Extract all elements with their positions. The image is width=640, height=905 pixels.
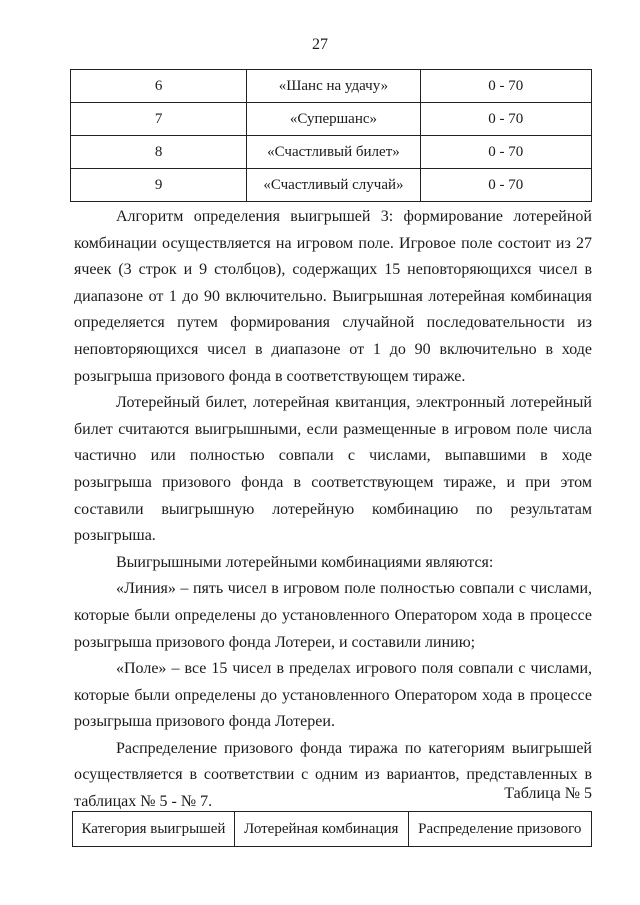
table-caption: Таблица № 5 bbox=[504, 785, 592, 802]
range-cell: 0 - 70 bbox=[420, 169, 592, 202]
lottery-name-cell: «Счастливый билет» bbox=[247, 136, 420, 169]
table-row bbox=[71, 169, 592, 202]
lottery-name-cell: «Супершанс» bbox=[247, 103, 420, 136]
range-cell: 0 - 70 bbox=[420, 70, 592, 103]
lottery-name-cell: «Счастливый случай» bbox=[247, 169, 420, 202]
row-number-cell: 7 bbox=[71, 103, 247, 136]
table-row bbox=[71, 70, 592, 103]
page-number: 27 bbox=[312, 36, 328, 53]
table-header-row bbox=[73, 812, 592, 847]
paragraph-line-combination: «Линия» – пять чисел в игровом поле полностью совпали с числами, которые были определены до установленного Оператором хода в процессе розыгрыша призового фонда Лотереи, и составили линию; bbox=[74, 580, 592, 651]
lottery-categories-table bbox=[70, 69, 592, 202]
document-body bbox=[74, 204, 592, 816]
row-number-cell: 8 bbox=[71, 136, 247, 169]
paragraph-field-combination: «Поле» – все 15 чисел в пределах игрового поля совпали с числами, которые были определены до установленного Оператором хода в процессе розыгрыша призового фонда Лотереи. bbox=[74, 660, 592, 731]
range-cell: 0 - 70 bbox=[420, 103, 592, 136]
paragraph-algorithm: Алгоритм определения выигрышей 3: формирование лотерейной комбинации осуществляется на игровом поле. Игровое поле состоит из 27 ячеек (3 строк и 9 столбцов), содержащих 15 неповторяющихся чисел в диапазоне от 1 до 90 включительно. Выигрышная лотерейная комбинация определяется путем формирования случайной последовательности из неповторяющихся чисел в диапазоне от 1 до 90 включительно в ходе розыгрыша призового фонда в соответствующем тираже. bbox=[74, 208, 592, 385]
paragraph-prize-distribution: Распределение призового фонда тиража по категориям выигрышей осуществляется в соответствии с одним из вариантов, представленных в таблицах № 5 - № 7. bbox=[74, 739, 592, 811]
table-row bbox=[71, 136, 592, 169]
row-number-cell: 9 bbox=[71, 169, 247, 202]
header-combination: Лотерейная комбинация bbox=[234, 812, 408, 847]
header-category: Категория выигрышей bbox=[73, 812, 235, 847]
paragraph-winning-combinations-intro: Выигрышными лотерейными комбинациями являются: bbox=[116, 553, 494, 571]
range-cell: 0 - 70 bbox=[420, 136, 592, 169]
paragraph-winning-tickets: Лотерейный билет, лотерейная квитанция, электронный лотерейный билет считаются выигрышными, если размещенные в игровом поле числа частично или полностью совпали с числами, выпавшими в ходе розыгрыша призового фонда в соответствующем тираже, и при этом составили выигрышную лотерейную комбинацию по результатам розыгрыша. bbox=[74, 394, 592, 545]
row-number-cell: 6 bbox=[71, 70, 247, 103]
lottery-name-cell: «Шанс на удачу» bbox=[247, 70, 420, 103]
header-distribution: Распределение призового bbox=[408, 812, 591, 847]
table-row bbox=[71, 103, 592, 136]
prize-distribution-table bbox=[72, 811, 592, 847]
